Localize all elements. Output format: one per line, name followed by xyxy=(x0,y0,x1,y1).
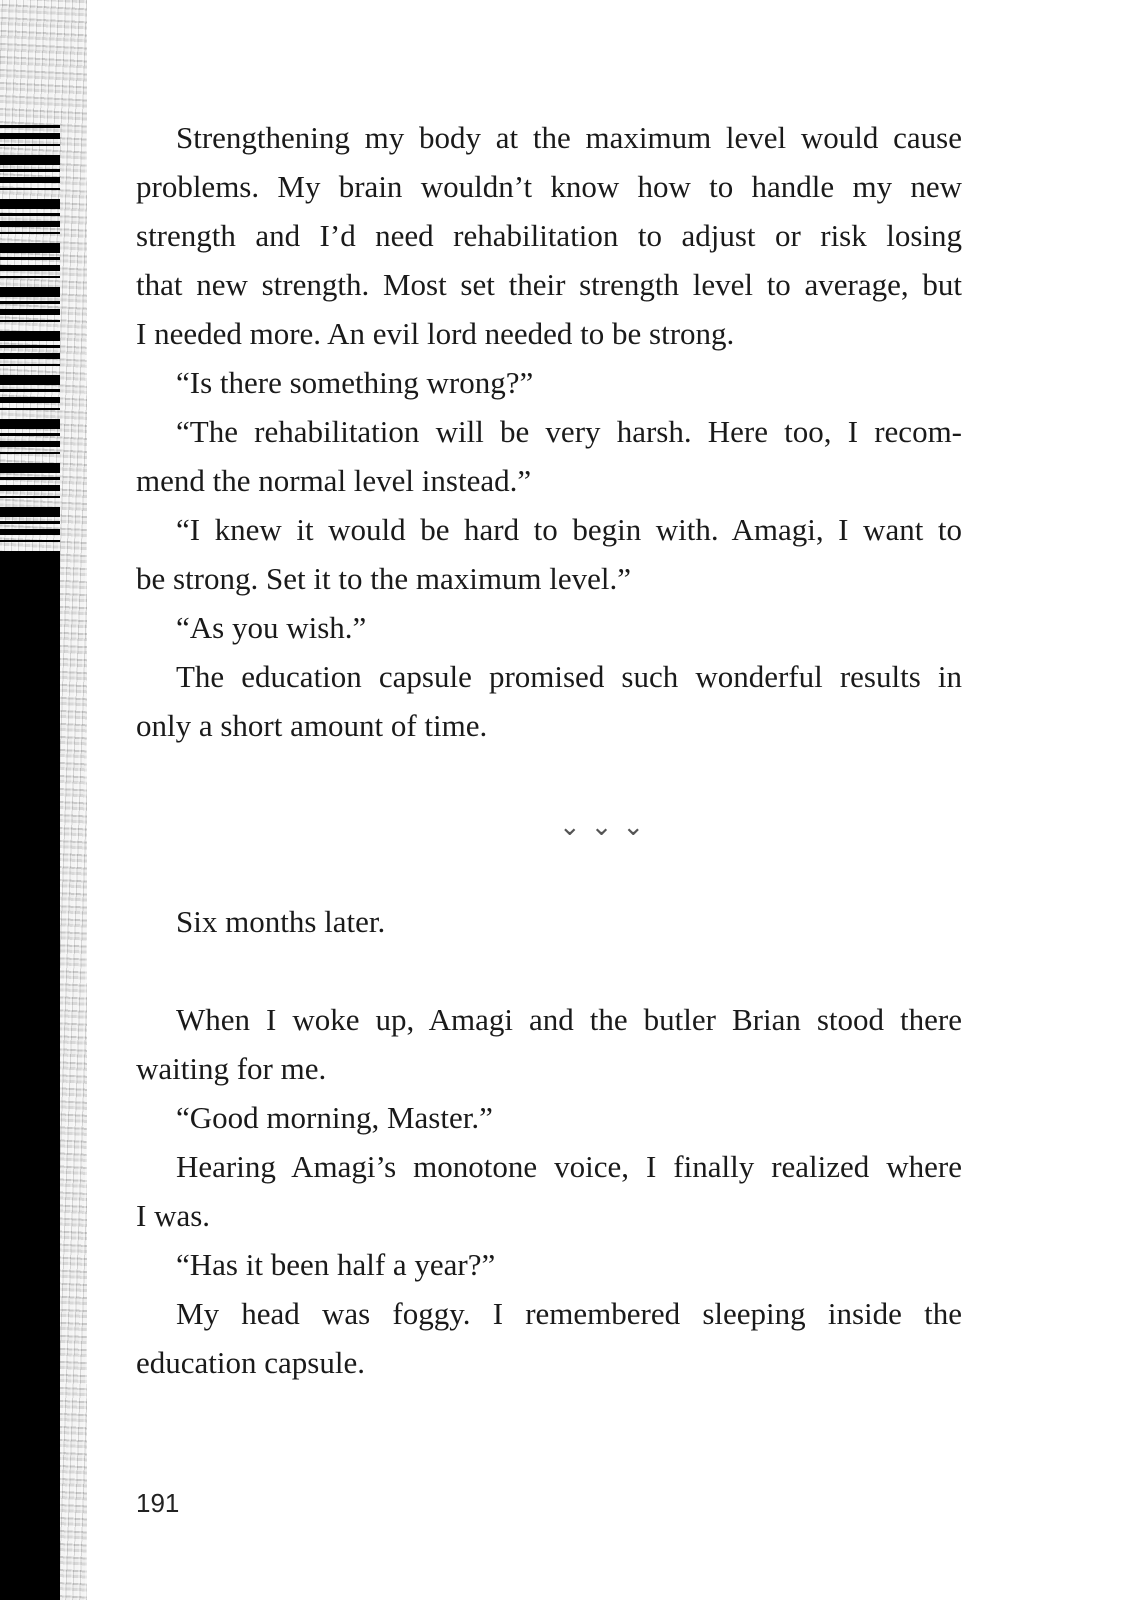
barcode-decoration xyxy=(0,125,60,570)
text-line: be strong. Set it to the maximum level.” xyxy=(136,561,632,596)
text-line: “Good morning, Master.” xyxy=(176,1100,493,1135)
text-line: The education capsule promised such wonderful results in xyxy=(176,659,962,694)
page-number: 191 xyxy=(136,1488,180,1518)
text-line: education capsule. xyxy=(136,1345,365,1380)
text-line: I needed more. An evil lord needed to be strong. xyxy=(136,316,735,351)
text-line: When I woke up, Amagi and the butler Brian stood there xyxy=(176,1002,962,1037)
text-line: “As you wish.” xyxy=(176,610,367,645)
text-line: Hearing Amagi’s monotone voice, I finally realized where xyxy=(176,1149,962,1184)
text-line: I was. xyxy=(136,1198,211,1233)
text-line: waiting for me. xyxy=(136,1051,327,1086)
time-skip-line: Six months later. xyxy=(176,904,386,939)
text-line: Strengthening my body at the maximum level would cause xyxy=(176,120,962,155)
scene-break-chevrons-icon: ⌄⌄⌄ xyxy=(558,812,655,842)
body-text xyxy=(136,113,962,1387)
text-line: “Is there something wrong?” xyxy=(176,365,534,400)
text-line: My head was foggy. I remembered sleeping inside the xyxy=(176,1296,962,1331)
text-line: “The rehabilitation will be very harsh. Here too, I recom- xyxy=(176,414,962,449)
text-line: mend the normal level instead.” xyxy=(136,463,532,498)
text-line: strength and I’d need rehabilitation to adjust or risk losing xyxy=(136,218,962,253)
text-line: only a short amount of time. xyxy=(136,708,488,743)
black-bar-decoration xyxy=(0,560,60,1600)
text-line: “Has it been half a year?” xyxy=(176,1247,496,1282)
text-line: problems. My brain wouldn’t know how to handle my new xyxy=(136,169,962,204)
text-line: that new strength. Most set their strength level to average, but xyxy=(136,267,962,302)
text-line: “I knew it would be hard to begin with. Amagi, I want to xyxy=(176,512,962,547)
